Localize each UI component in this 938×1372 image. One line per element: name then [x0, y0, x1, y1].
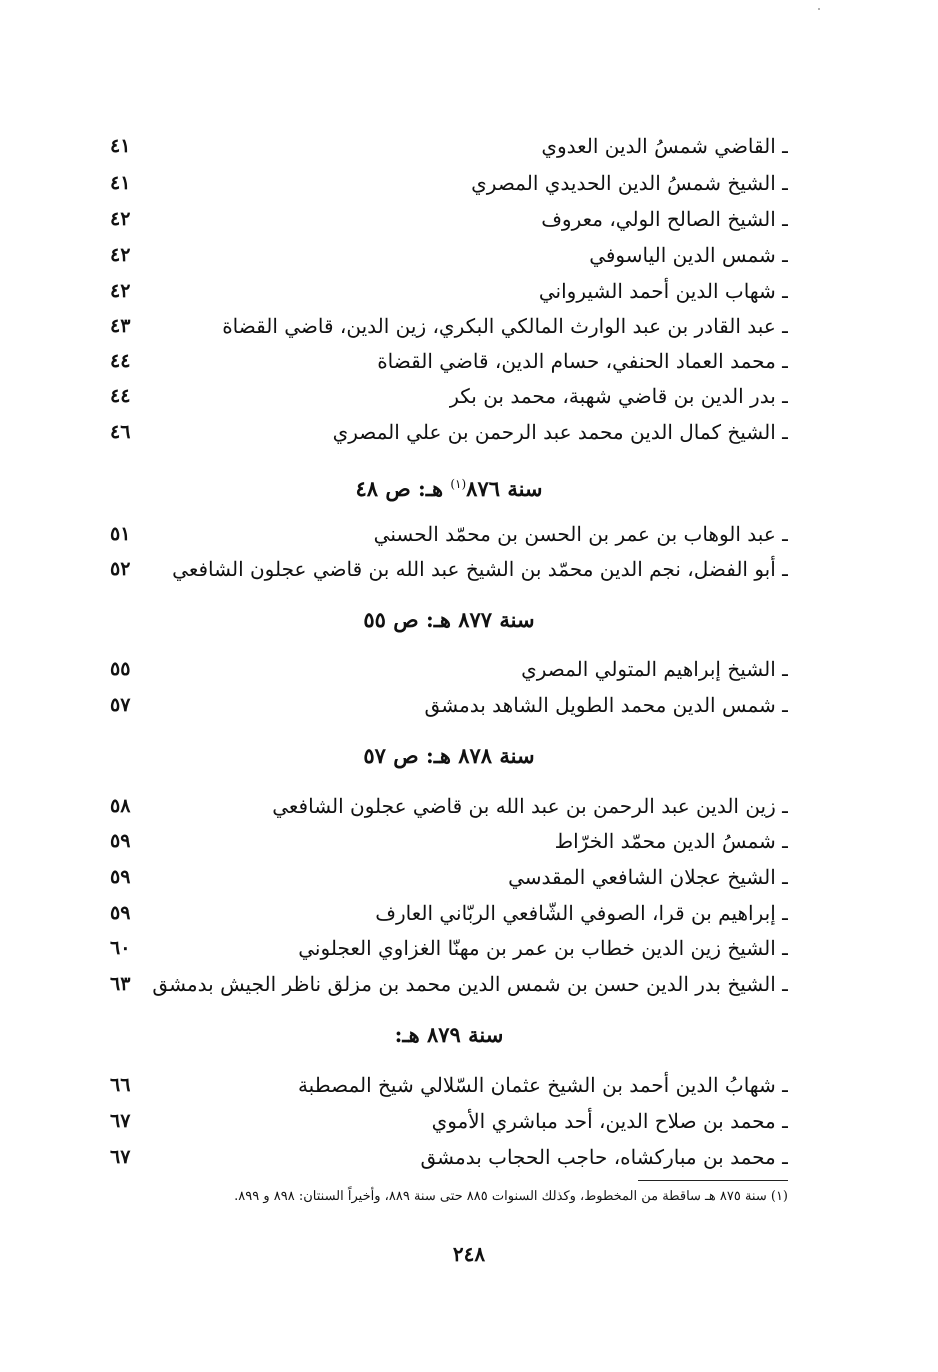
index-entry: [110, 895, 788, 931]
year-heading-text: سنة ٨٧٩ هـ:: [394, 1022, 504, 1047]
entry-name: ـ محمد بن مباركشاه، حاجب الحجاب بدمشق: [420, 1145, 788, 1169]
year-heading: [110, 1017, 788, 1053]
year-heading-text: سنة ٨٧٧ هـ: ص ٥٥: [363, 607, 535, 632]
entry-page-number: ٥١: [110, 523, 131, 545]
entry-name: ـ شمس الدين الياسوفي: [589, 243, 788, 267]
index-entry: [110, 930, 788, 966]
index-entry: [110, 201, 788, 237]
entry-name: ـ الشيخ بدر الدين حسن بن شمس الدين محمد بن مزلق ناظر الجيش بدمشق: [152, 972, 788, 996]
entry-name: ـ إبراهيم بن قرا، الصوفي الشّافعي الربّاني العارف: [375, 901, 788, 925]
entry-page-number: ٦٦: [110, 1074, 131, 1096]
entry-name: ـ الشيخ الصالح الولي، معروف: [541, 207, 788, 231]
index-entry: [110, 823, 788, 859]
entry-page-number: ٤٤: [110, 385, 131, 407]
index-entry: [110, 1067, 788, 1103]
index-entry: [110, 1139, 788, 1175]
year-heading-suffix: هـ: ص ٤٨: [355, 476, 451, 501]
entry-name: ـ الشيخ شمسُ الدين الحديدي المصري: [471, 171, 788, 195]
entry-name: ـ شمسُ الدين محمّد الخرّاط: [554, 829, 788, 853]
entry-page-number: ٤١: [110, 135, 131, 157]
entry-page-number: ٥٥: [110, 658, 131, 680]
index-entry: [110, 128, 788, 164]
index-entry: [110, 551, 788, 587]
entry-name: ـ بدر الدين بن قاضي شهبة، محمد بن بكر: [449, 384, 788, 408]
footnote: (١) سنة ٨٧٥ هـ ساقطة من المخطوط، وكذلك السنوات ٨٨٥ حتى سنة ٨٨٩، وأخيراً السنتان: ٨٩٨ و ٨٩٩.: [234, 1189, 788, 1204]
entry-name: ـ الشيخ عجلان الشافعي المقدسي: [508, 865, 788, 889]
index-entry: [110, 414, 788, 450]
scan-speck: [818, 8, 820, 10]
entry-page-number: ٤٦: [110, 421, 131, 443]
entry-page-number: ٤٤: [110, 350, 131, 372]
year-heading: [110, 466, 788, 502]
index-entry: [110, 273, 788, 309]
entry-page-number: ٥٩: [110, 830, 131, 852]
entry-page-number: ٤٢: [110, 208, 131, 230]
entry-page-number: ٤٢: [110, 244, 131, 266]
entry-name: ـ الشيخ إبراهيم المتولي المصري: [521, 657, 788, 681]
entry-page-number: ٦٧: [110, 1110, 131, 1132]
year-heading: [110, 738, 788, 774]
entry-page-number: ٥٩: [110, 902, 131, 924]
entry-page-number: ٦٣: [110, 973, 131, 995]
index-entry: [110, 165, 788, 201]
footnote-marker: (١): [450, 477, 467, 491]
entry-page-number: ٤٢: [110, 280, 131, 302]
index-entry: [110, 1103, 788, 1139]
entry-page-number: ٦٧: [110, 1146, 131, 1168]
entry-page-number: ٥٨: [110, 795, 131, 817]
entry-page-number: ٦٠: [110, 937, 131, 959]
year-heading: [110, 602, 788, 638]
entry-name: ـ أبو الفضل، نجم الدين محمّد بن الشيخ عبد الله بن قاضي عجلون الشافعي: [172, 557, 788, 581]
entry-name: ـ شهاب الدين أحمد الشيرواني: [538, 279, 788, 303]
entry-name: ـ القاضي شمسُ الدين العدوي: [541, 134, 788, 158]
page-number: ٢٤٨: [452, 1242, 486, 1266]
entry-name: ـ زين الدين عبد الرحمن بن عبد الله بن قاضي عجلون الشافعي: [272, 794, 788, 818]
entry-name: ـ عبد الوهاب بن عمر بن الحسن بن محمّد الحسني: [373, 522, 788, 546]
entry-name: ـ الشيخ كمال الدين محمد عبد الرحمن بن علي المصري: [332, 420, 788, 444]
index-entry: [110, 859, 788, 895]
entry-name: ـ شمس الدين محمد الطويل الشاهد بدمشق: [424, 693, 788, 717]
year-heading-text: سنة ٨٧٦: [466, 476, 543, 501]
entry-name: ـ محمد العماد الحنفي، حسام الدين، قاضي القضاة: [377, 349, 788, 373]
index-entry: [110, 308, 788, 344]
index-entry: [110, 378, 788, 414]
entry-name: ـ محمد بن صلاح الدين، أحد مباشري الأموي: [431, 1109, 788, 1133]
entry-name: ـ شهابُ الدين أحمد بن الشيخ عثمان السّلالي شيخ المصطبة: [297, 1073, 788, 1097]
index-entry: [110, 687, 788, 723]
index-entry: [110, 788, 788, 824]
index-entry: [110, 651, 788, 687]
entry-page-number: ٥٩: [110, 866, 131, 888]
index-entry: [110, 237, 788, 273]
footnote-divider: [638, 1180, 788, 1181]
entry-page-number: ٤٣: [110, 315, 131, 337]
year-heading-text: سنة ٨٧٨ هـ: ص ٥٧: [363, 743, 535, 768]
entry-name: ـ الشيخ زين الدين خطاب بن عمر بن مهنّا الغزاوي العجلوني: [298, 936, 788, 960]
entry-name: ـ عبد القادر بن عبد الوارث المالكي البكري، زين الدين، قاضي القضاة: [222, 314, 788, 338]
index-entry: [110, 966, 788, 1002]
index-entry: [110, 516, 788, 552]
entry-page-number: ٤١: [110, 172, 131, 194]
entry-page-number: ٥٧: [110, 694, 131, 716]
entry-page-number: ٥٢: [110, 558, 131, 580]
index-entry: [110, 343, 788, 379]
